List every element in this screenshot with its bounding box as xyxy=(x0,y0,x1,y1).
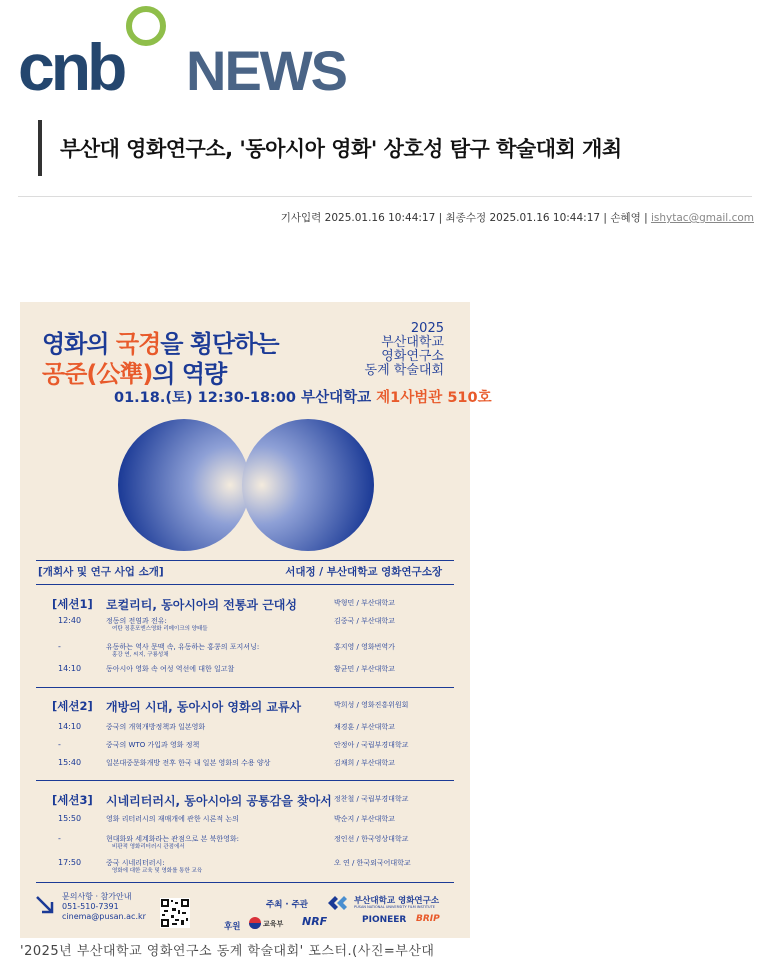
speaker: 오 연 / 한국외국어대학교 xyxy=(334,859,411,867)
poster-headline-2 xyxy=(42,354,226,389)
right-circle xyxy=(242,419,374,551)
talk-title: 중국의 개혁개방정책과 일본영화 xyxy=(106,723,206,731)
contact-line: 문의사항 · 참가안내 xyxy=(62,892,132,901)
program-row xyxy=(20,858,470,872)
host-label: 주최 · 주관 xyxy=(266,900,308,910)
session-2-label: [세션2] xyxy=(52,699,93,713)
session-3-chair-row xyxy=(20,794,470,808)
intro-label: [개회사 및 연구 사업 소개] xyxy=(38,566,164,578)
talk-title: 유동하는 역사 문맥 속, 유동하는 홍콩의 포지셔닝: xyxy=(106,643,260,651)
headline-part: 을 횡단하는 xyxy=(160,330,279,358)
host-subtitle: PUSAN NATIONAL UNIVERSITY FILM INSTITUTE xyxy=(354,905,435,909)
section-rule xyxy=(36,560,454,561)
time: 12:40 xyxy=(58,616,82,625)
section-rule xyxy=(36,780,454,781)
arrow-down-right-icon xyxy=(34,894,56,916)
session-2-title: 개방의 시대, 동아시아 영화의 교류사 xyxy=(106,700,302,714)
time: - xyxy=(58,834,61,843)
speaker: 채경훈 / 부산대학교 xyxy=(334,723,395,731)
program-row xyxy=(20,722,470,736)
session-2-chair-row xyxy=(20,700,470,714)
edit-label: 최종수정 xyxy=(445,212,487,224)
talk-subtitle: 영화에 대한 교육 및 영화를 통한 교육 xyxy=(112,868,203,874)
overlapping-circles-graphic xyxy=(116,417,376,553)
headline-highlight: 국경 xyxy=(115,330,161,358)
chair: 정찬철 / 국립부경대학교 xyxy=(334,795,409,803)
article-poster-image xyxy=(20,302,492,938)
left-circle xyxy=(118,419,250,551)
time: 14:10 xyxy=(58,664,82,673)
event-line: 영화연구소 xyxy=(381,349,444,364)
session-1-label: [세션1] xyxy=(52,597,93,611)
input-time: 2025.01.16 10:44:17 xyxy=(324,212,436,224)
poster-date xyxy=(114,386,492,407)
room-text: 제1사범관 510호 xyxy=(376,390,492,406)
talk-subtitle: 비판적 영화리터러시 관점에서 xyxy=(112,844,185,850)
headline-part: 영화의 xyxy=(42,330,116,358)
chair: 박희성 / 영화진흥위원회 xyxy=(334,701,409,709)
program-row xyxy=(20,814,470,828)
sponsor-brip: BRIP xyxy=(416,914,440,924)
contact-line: cinema@pusan.ac.kr xyxy=(62,912,146,921)
time: 17:50 xyxy=(58,858,82,867)
talk-subtitle: 여탄 징훈포엔스영화 리메이크의 양태들 xyxy=(112,626,208,632)
time: 15:50 xyxy=(58,814,82,823)
sponsor-pioneer: PIONEER xyxy=(362,915,407,925)
time: - xyxy=(58,642,61,651)
divider xyxy=(18,196,752,197)
headline-highlight: 공준(公準) xyxy=(42,360,153,388)
speaker: 황균민 / 부산대학교 xyxy=(334,665,395,673)
cnb-news-logo[interactable] xyxy=(18,6,348,104)
meta-sep: | xyxy=(603,212,611,224)
time: - xyxy=(58,740,61,749)
talk-title: 동아시아 영화 속 여성 역선에 대한 일고찰 xyxy=(106,665,235,673)
sponsor-label: 후원 xyxy=(224,922,241,932)
talk-title: 중국 시네리터러시: xyxy=(106,859,165,867)
program-row xyxy=(20,758,470,772)
article-title-block xyxy=(38,120,622,176)
program-row xyxy=(20,664,470,678)
session-1-chair-row xyxy=(20,598,470,612)
section-rule xyxy=(36,687,454,688)
speaker: 김채희 / 부산대학교 xyxy=(334,759,395,767)
event-line: 동계 학술대회 xyxy=(364,363,444,378)
session-3-title: 시네리터러시, 동아시아의 공통감을 찾아서 xyxy=(106,794,332,808)
article-meta xyxy=(281,210,754,225)
speaker: 홍지영 / 영화번역가 xyxy=(334,643,395,651)
contact-text xyxy=(62,892,146,922)
meta-sep: | xyxy=(438,212,446,224)
date-text: 01.18.(토) 12:30-18:00 부산대학교 xyxy=(114,390,377,406)
section-rule xyxy=(36,882,454,883)
film-institute-logo-icon xyxy=(326,894,350,912)
poster-event-name xyxy=(365,322,444,378)
logo-cnb: cnb xyxy=(18,30,124,104)
qr-code xyxy=(160,898,190,928)
meta-sep: | xyxy=(644,212,651,224)
speaker: 정인선 / 한국영상대학교 xyxy=(334,835,409,843)
chair: 박형민 / 부산대학교 xyxy=(334,599,395,607)
author-name: 손혜영 xyxy=(610,212,641,224)
time: 15:40 xyxy=(58,758,82,767)
program-row xyxy=(20,642,470,656)
intro-speaker: 서대정 / 부산대학교 영화연구소장 xyxy=(285,566,442,578)
host-name: 부산대학교 영화연구소 xyxy=(354,896,440,906)
input-label: 기사입력 xyxy=(280,212,322,224)
event-line: 부산대학교 xyxy=(381,335,444,350)
talk-title: 일본대중문화개방 전후 한국 내 일본 영화의 수용 양상 xyxy=(106,759,271,767)
sponsor-moe: 교육부 xyxy=(263,920,284,928)
speaker: 김중국 / 부산대학교 xyxy=(334,617,395,625)
headline-part: 의 역량 xyxy=(152,360,227,388)
time: 14:10 xyxy=(58,722,82,731)
edit-time: 2025.01.16 10:44:17 xyxy=(489,212,601,224)
section-rule xyxy=(36,584,454,585)
author-email-link[interactable]: ishytac@gmail.com xyxy=(650,212,754,224)
talk-title: 중국의 WTO 가입과 영화 정책 xyxy=(106,741,200,749)
program-row xyxy=(20,616,470,630)
article-title: 부산대 영화연구소, '동아시아 영화' 상호성 탐구 학술대회 개최 xyxy=(60,137,622,161)
talk-subtitle: 홍강 연, 씨지, 구룡성채 xyxy=(112,652,169,658)
image-caption: '2025년 부산대학교 영화연구소 동계 학술대회' 포스터.(사진=부산대 xyxy=(20,944,435,959)
logo-ring xyxy=(129,9,163,43)
contact-line: 051-510-7391 xyxy=(62,902,119,911)
talk-title: 정동의 전염과 전유: xyxy=(106,617,167,625)
program-row xyxy=(20,740,470,754)
logo-news: NEWS xyxy=(186,39,346,102)
ministry-emblem-icon xyxy=(248,916,262,930)
talk-title: 영화 리터러시의 재매개에 관한 시론적 논의 xyxy=(106,815,239,823)
speaker: 박순지 / 부산대학교 xyxy=(334,815,395,823)
program-row xyxy=(20,834,470,848)
session-1-title: 로컬리티, 동아시아의 전통과 근대성 xyxy=(106,598,297,612)
talk-title: 현대화와 세계화라는 관점으로 본 북한영화: xyxy=(106,835,239,843)
speaker: 안정아 / 국립부경대학교 xyxy=(334,741,409,749)
sponsor-nrf: NRF xyxy=(302,915,328,928)
session-3-label: [세션3] xyxy=(52,793,93,807)
event-line: 2025 xyxy=(410,321,444,336)
